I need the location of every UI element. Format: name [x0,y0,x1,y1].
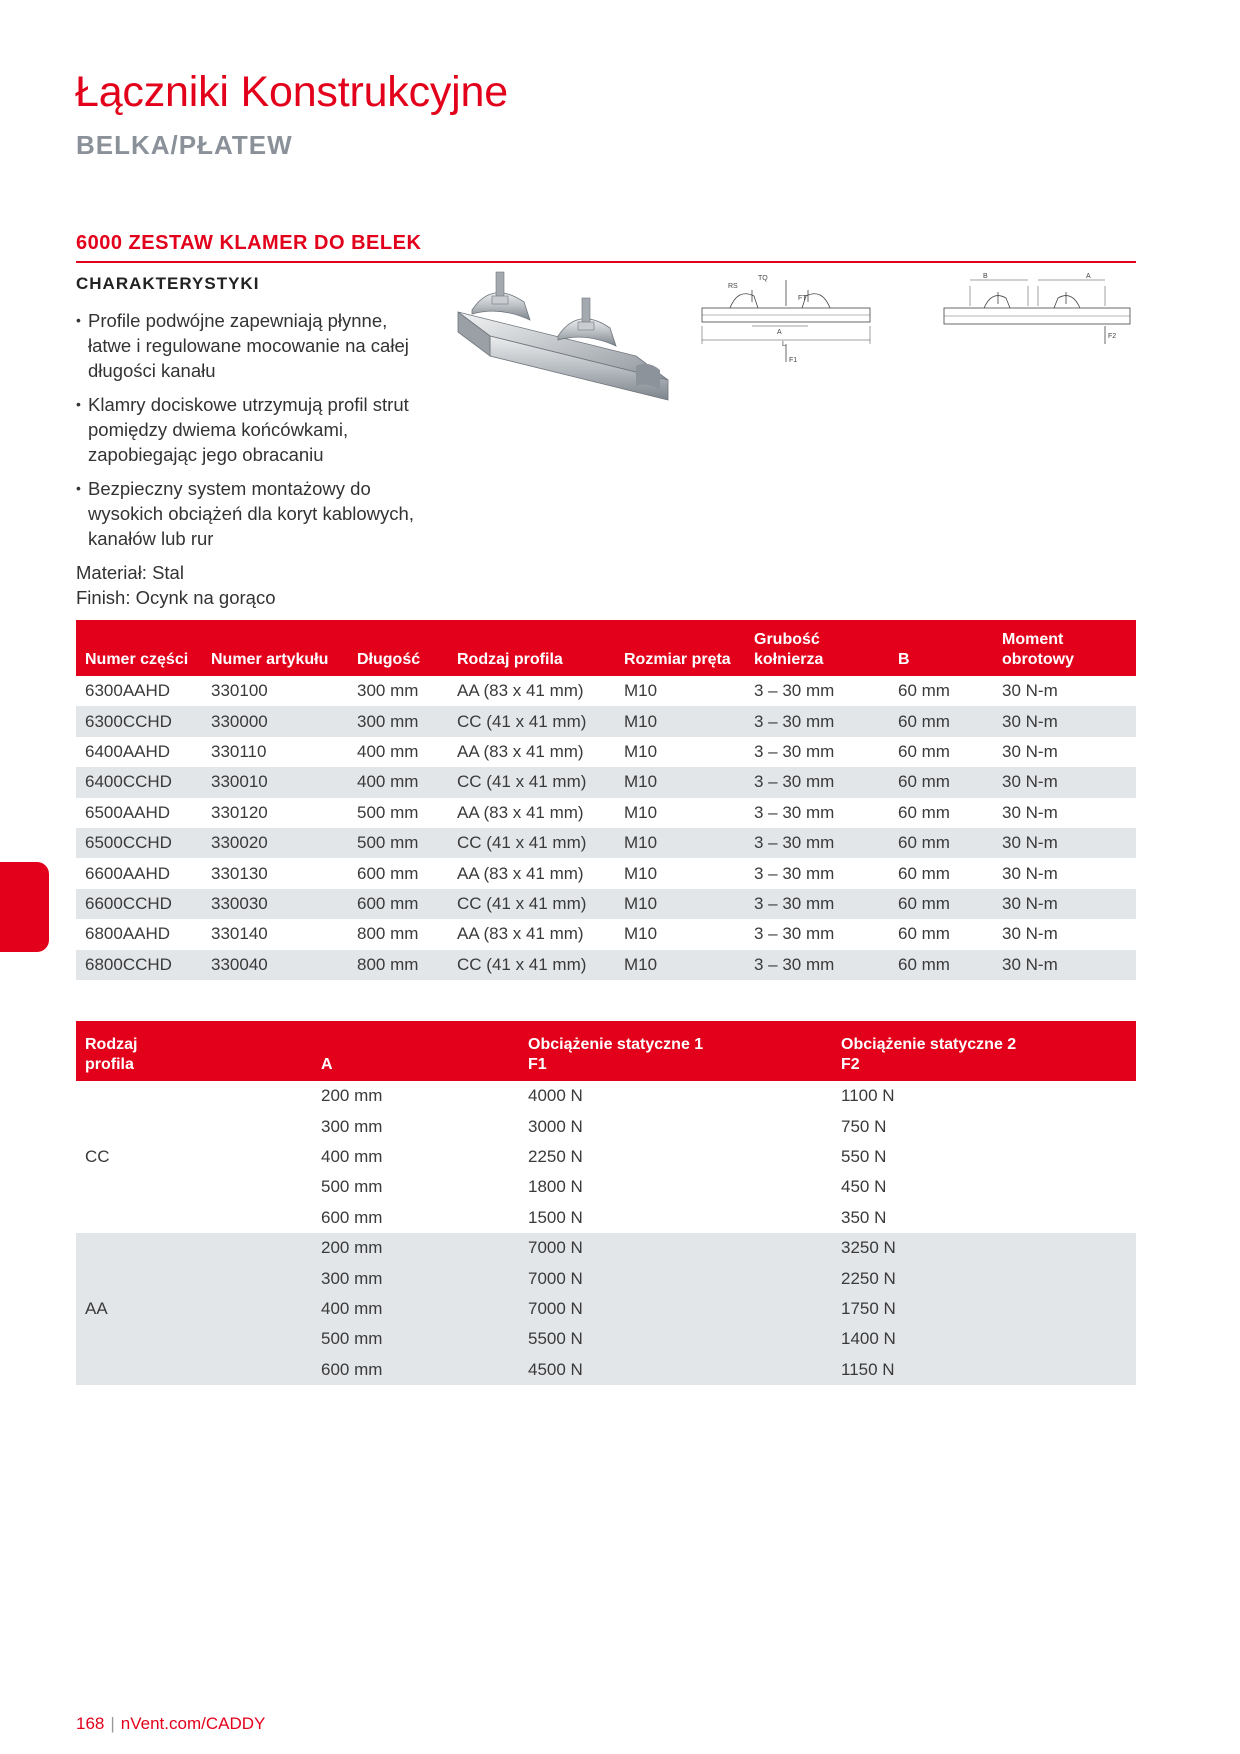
material-text: Materiał: Stal [76,562,184,583]
label-a: A [777,329,782,336]
table-cell: 4500 N [519,1355,832,1385]
footer-separator: | [110,1714,115,1733]
installation-diagram-right [940,273,1140,382]
table-cell: 30 N-m [1002,741,1058,761]
table-cell: 330130 [211,863,268,883]
table-cell: 1800 N [528,1177,583,1197]
table-cell: 6500AAHD [85,802,171,822]
table-cell: 330010 [202,767,348,797]
table-cell: 3 – 30 mm [754,863,835,883]
table-cell: 60 mm [889,706,993,736]
table-cell: AA (83 x 41 mm) [457,924,584,944]
chapter-tab [0,862,49,952]
table-cell: 330110 [211,741,267,761]
table-cell: 800 mm [348,950,448,980]
table-cell: 30 N-m [993,889,1136,919]
table-cell: 330120 [211,802,268,822]
table-cell: 550 N [841,1146,887,1166]
table-row [76,828,1136,858]
label-f1: F1 [789,357,798,364]
parts-table [76,620,1136,980]
table-cell: 60 mm [898,681,950,701]
table-cell: 330030 [202,889,348,919]
table-cell: 7000 N [519,1294,832,1324]
table-cell: 3000 N [528,1116,583,1136]
table-cell: 3 – 30 mm [745,828,889,858]
table-cell: 400 mm [357,741,419,761]
table-cell: 6400CCHD [76,767,202,797]
table-cell: 600 mm [321,1207,383,1227]
table-cell: M10 [615,889,745,919]
page-subtitle: BELKA/PŁATEW [76,130,293,160]
table-cell: 1500 N [528,1207,583,1227]
table-cell: CC (41 x 41 mm) [448,828,615,858]
table-header-row [76,1021,1136,1081]
table-row [76,1233,1136,1263]
label-f2: F2 [1108,333,1117,340]
table-cell: 60 mm [889,828,993,858]
table-cell: 1400 N [832,1324,1136,1354]
table-cell: 600 mm [348,889,448,919]
table-cell: 2250 N [832,1263,1136,1293]
table-cell: 30 N-m [993,767,1136,797]
table-cell: M10 [615,706,745,736]
table-cell: 3 – 30 mm [745,950,889,980]
table-cell: 300 mm [357,681,419,701]
table-row [76,919,1136,949]
col-length: Długość [348,620,448,676]
table-cell: M10 [624,924,658,944]
page-number: 168 [76,1714,105,1733]
col-rod-size: Rozmiar pręta [615,620,745,676]
installation-diagram-left [700,275,912,400]
label-tq: TQ [758,275,768,282]
table-cell: 6300CCHD [76,706,202,736]
col-b: B [889,620,993,676]
table-row [76,737,1136,767]
table-cell: 30 N-m [1002,802,1058,822]
table-cell: AA (83 x 41 mm) [457,863,584,883]
table-cell: CC (41 x 41 mm) [448,889,615,919]
label-rs: RS [728,283,738,290]
page-title: Łączniki Konstrukcyjne [75,68,508,116]
table-cell: 200 mm [321,1086,383,1106]
table-cell: 6800CCHD [76,950,202,980]
table-cell: 60 mm [889,767,993,797]
table-cell: 6600AAHD [85,863,171,883]
table-row [76,676,1136,706]
footer [76,1714,265,1734]
table-cell: 3 – 30 mm [754,802,835,822]
table-cell: 2250 N [528,1146,583,1166]
table-cell: 300 mm [312,1263,519,1293]
table-row [76,798,1136,828]
material-info [76,560,275,610]
table-cell: 4000 N [528,1086,583,1106]
table-cell: 500 mm [321,1177,383,1197]
label-a: A [1086,273,1091,280]
table-cell: 300 mm [321,1116,383,1136]
profile-cell: AA [76,1233,312,1385]
section-header [76,232,1136,263]
col-torque: Moment obrotowy [993,620,1136,676]
table-cell: 60 mm [898,924,950,944]
label-b: B [983,273,988,280]
load-table [76,1021,1136,1385]
table-cell: 30 N-m [1002,924,1058,944]
table-cell: 330040 [202,950,348,980]
table-cell: AA (83 x 41 mm) [457,802,584,822]
table-cell: 30 N-m [1002,863,1058,883]
table-cell: 30 N-m [993,950,1136,980]
table-cell: 6400AAHD [85,741,171,761]
features-title: CHARAKTERYSTYKI [76,274,260,293]
col-static-load-2: Obciążenie statyczne 2 F2 [832,1021,1136,1081]
table-cell: 6500CCHD [76,828,202,858]
profile-cell: CC [85,1146,110,1166]
table-cell: 800 mm [357,924,419,944]
table-cell: 330100 [211,681,268,701]
table-cell: 1750 N [832,1294,1136,1324]
table-row [76,706,1136,736]
table-cell: M10 [615,767,745,797]
table-row [76,950,1136,980]
table-cell: M10 [624,802,658,822]
table-cell: 500 mm [357,802,419,822]
features-list [76,308,416,560]
table-row [76,889,1136,919]
table-cell: M10 [624,681,658,701]
table-row [76,767,1136,797]
table-cell: 3 – 30 mm [754,924,835,944]
table-cell: 30 N-m [993,706,1136,736]
table-cell: 330000 [202,706,348,736]
table-cell: 7000 N [519,1263,832,1293]
label-l: L [782,341,786,348]
table-cell: 330140 [211,924,268,944]
feature-item: • Klamry dociskowe utrzymują profil strut pomiędzy dwiema końcówkami, zapobiegając jego obracaniu [76,392,416,467]
table-cell: 3 – 30 mm [754,741,835,761]
table-cell: 30 N-m [993,828,1136,858]
table-row [76,858,1136,888]
table-cell: 3 – 30 mm [745,706,889,736]
table-cell: AA (83 x 41 mm) [457,681,584,701]
table-cell: CC (41 x 41 mm) [448,706,615,736]
table-cell: 3 – 30 mm [745,889,889,919]
table-cell: 600 mm [312,1355,519,1385]
section-title: 6000 ZESTAW KLAMER DO BELEK [76,232,422,254]
table-cell: 400 mm [348,767,448,797]
col-static-load-1: Obciążenie statyczne 1 F1 [519,1021,832,1081]
table-cell: CC (41 x 41 mm) [448,950,615,980]
table-row [76,1081,1136,1111]
feature-item: • Bezpieczny system montażowy do wysokich obciążeń dla koryt kablowych, kanałów lub rur [76,476,416,551]
table-cell: 60 mm [889,889,993,919]
table-cell: 7000 N [519,1233,832,1263]
table-cell: M10 [615,950,745,980]
table-cell: 200 mm [312,1233,519,1263]
table-cell: 60 mm [898,802,950,822]
table-cell: 5500 N [519,1324,832,1354]
col-profile-type: Rodzaj profila [448,620,615,676]
table-cell: 330020 [202,828,348,858]
col-part-number: Numer części [76,620,202,676]
table-cell: 600 mm [357,863,419,883]
table-cell: CC (41 x 41 mm) [448,767,615,797]
table-cell: 30 N-m [1002,681,1058,701]
table-cell: 750 N [841,1116,887,1136]
table-cell: M10 [624,863,658,883]
table-cell: M10 [615,828,745,858]
table-cell: 500 mm [312,1324,519,1354]
table-cell: 1150 N [832,1355,1136,1385]
table-cell: 3250 N [832,1233,1136,1263]
table-cell: 450 N [841,1177,887,1197]
table-cell: 3 – 30 mm [745,767,889,797]
table-cell: 400 mm [321,1146,383,1166]
col-profile-type: Rodzaj profila [76,1021,312,1081]
table-cell: 60 mm [889,950,993,980]
table-cell: M10 [624,741,658,761]
table-cell: 400 mm [312,1294,519,1324]
table-cell: 350 N [841,1207,887,1227]
table-cell: 60 mm [898,741,950,761]
table-header-row [76,620,1136,676]
table-cell: 300 mm [348,706,448,736]
table-cell: 6300AAHD [85,681,171,701]
col-a: A [312,1021,519,1081]
table-cell: 3 – 30 mm [754,681,835,701]
col-article-number: Numer artykułu [202,620,348,676]
table-cell: 6800AAHD [85,924,171,944]
label-ft: FT [798,295,807,302]
product-photo [458,270,668,410]
feature-item: • Profile podwójne zapewniają płynne, łatwe i regulowane mocowanie na całej długości kanału [76,308,416,383]
footer-url[interactable]: nVent.com/CADDY [120,1714,266,1733]
col-flange-thickness: Grubość kołnierza [745,620,889,676]
table-cell: 500 mm [348,828,448,858]
finish-text: Finish: Ocynk na gorąco [76,587,276,608]
table-cell: 1100 N [841,1086,895,1106]
table-cell: AA (83 x 41 mm) [457,741,584,761]
table-cell: 6600CCHD [76,889,202,919]
table-cell: 60 mm [898,863,950,883]
